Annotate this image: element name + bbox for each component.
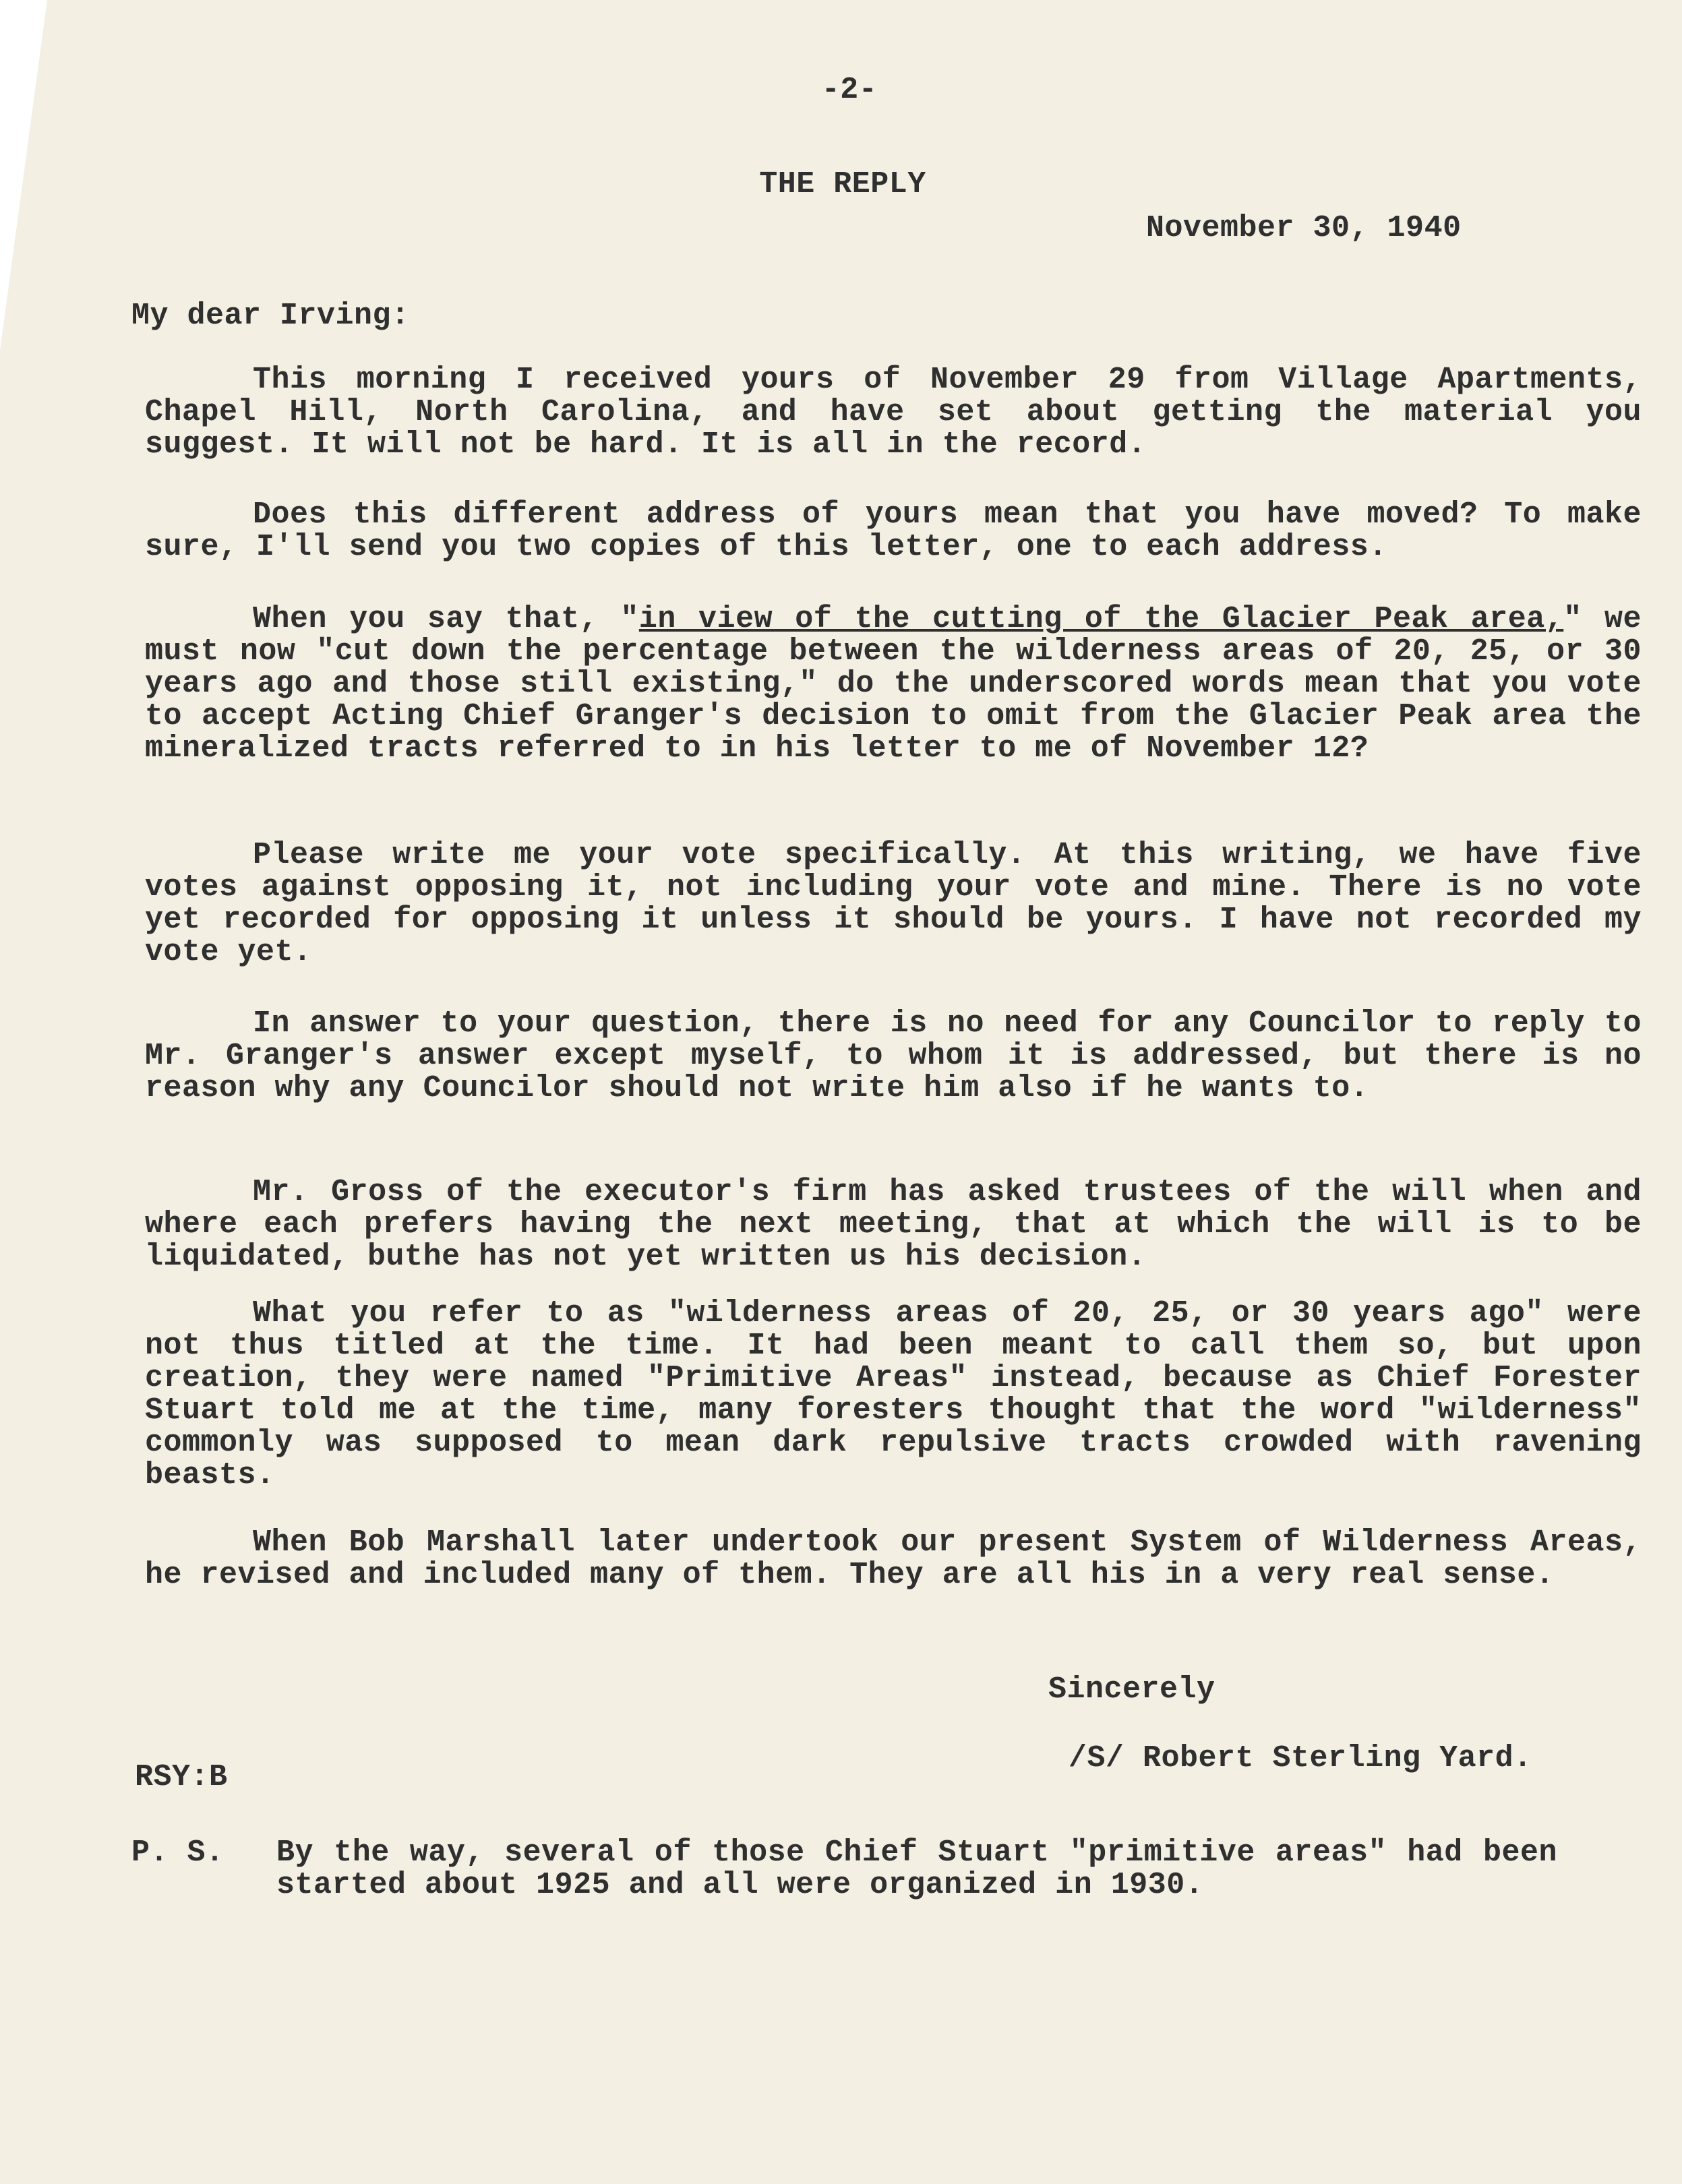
signature: /S/ Robert Sterling Yard.: [1069, 1741, 1532, 1776]
paragraph-2: Does this different address of yours mean that you have moved? To make sure, I'll send you two copies of this letter, one to each address.: [145, 497, 1642, 564]
postscript-text: By the way, several of those Chief Stuart "primitive areas" had been started about 1925 and all were organized in 1930.: [276, 1836, 1557, 1902]
page-number: -2-: [821, 73, 878, 107]
paragraph-8: When Bob Marshall later undertook our present System of Wilderness Areas, he revised and included many of them. They are all his in a very real sense.: [145, 1525, 1642, 1592]
letter-date: November 30, 1940: [1146, 211, 1462, 245]
paragraph-4: Please write me your vote specifically. At this writing, we have five votes against opposing it, not including your vote and mine. There is no vote yet recorded for opposing it unless it should be yours. I have not recorded my vote yet.: [145, 838, 1642, 969]
paragraph-3-lead: When you say that, ": [253, 602, 639, 636]
paragraph-7: What you refer to as "wilderness areas of 20, 25, or 30 years ago" were not thus titled at the time. It had been meant to call them so, but upon creation, they were named "Primitive Areas" instead, because as Chief Forester Stuart told me at the time, many foresters thought that the word "wilderness" commonly was supposed to mean dark repulsive tracts crowded with ravening beasts.: [145, 1296, 1642, 1492]
paragraph-3: [145, 603, 1642, 765]
typist-initials: RSY:B: [135, 1760, 228, 1794]
postscript-label: P. S.: [131, 1836, 224, 1870]
torn-corner: [0, 0, 47, 351]
underscored-words: in view of the cutting of the Glacier Peak area,: [638, 602, 1564, 636]
paragraph-5: In answer to your question, there is no need for any Councilor to reply to Mr. Granger's answer except myself, to whom it is addressed, but there is no reason why any Councilor should not write him also if he wants to.: [145, 1006, 1642, 1105]
salutation: My dear Irving:: [131, 299, 410, 333]
closing: Sincerely: [1048, 1672, 1215, 1707]
paragraph-6: Mr. Gross of the executor's firm has asked trustees of the will when and where each prefers having the next meeting, that at which the will is to be liquidated, buthe has not yet written us his decision.: [145, 1175, 1642, 1274]
paragraph-3-rest: " we must now "cut down the percentage between the wilderness areas of 20, 25, or 30 years ago and those still existing," do the underscored words mean that you vote to accept Acting Chief Granger's decision to omit from the Glacier Peak area the mineralized tracts referred to in his letter to me of November 12?: [145, 602, 1642, 766]
letter-heading: THE REPLY: [759, 167, 926, 202]
paragraph-1: This morning I received yours of November 29 from Village Apartments, Chapel Hill, North Carolina, and have set about getting the material you suggest. It will not be hard. It is all in the record.: [145, 363, 1642, 462]
